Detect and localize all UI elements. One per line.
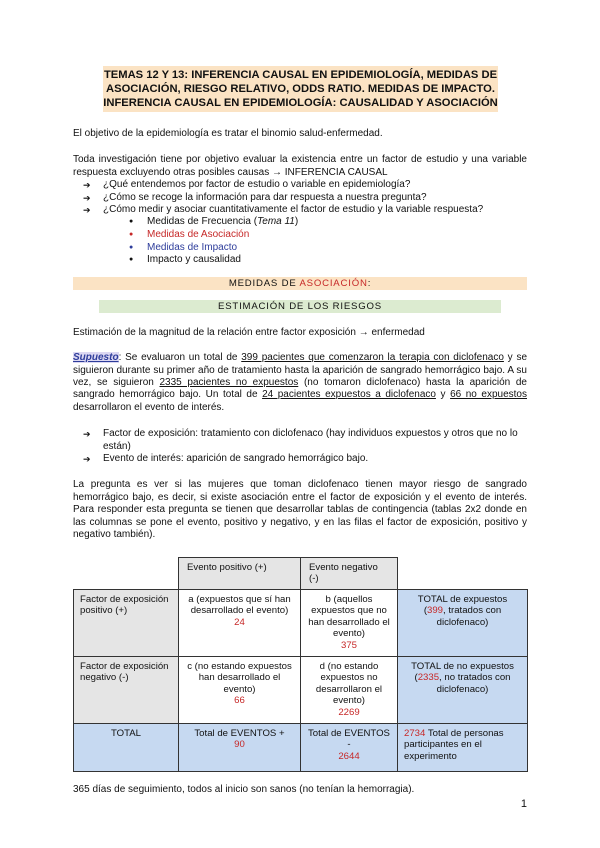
title-line-2: ASOCIACIÓN, RIESGO RELATIVO, ODDS RATIO. MEDIDAS DE IMPACTO.	[106, 83, 495, 95]
table-row	[74, 557, 528, 589]
cell-d-text: d (no estando expuestos no desarrollaron el evento)	[315, 660, 383, 707]
supuesto-text: : Se evaluaron un total de	[118, 352, 242, 364]
page-number: 1	[520, 798, 527, 810]
supuesto-underlined: 24 pacientes expuestos a diclofenaco	[262, 389, 436, 401]
measure-asociacion: ● Medidas de Asociación	[129, 229, 527, 242]
measure-impacto: ● Medidas de Impacto	[129, 242, 527, 255]
subsection-heading-estimacion: ESTIMACIÓN DE LOS RIESGOS	[99, 300, 501, 313]
measure-frecuencia-close: )	[294, 216, 299, 228]
cell-total-eventos-positivos	[179, 723, 301, 771]
question-item: ➔ ¿Cómo medir y asociar cuantitativamente el factor de estudio y la variable respuesta?	[83, 204, 527, 216]
cell-a	[179, 589, 301, 656]
title-line-1: TEMAS 12 Y 13: INFERENCIA CAUSAL EN EPIDEMIOLOGÍA, MEDIDAS DE	[103, 69, 498, 81]
cell-c-value: 66	[234, 695, 245, 707]
header-evento-positivo: Evento positivo (+)	[179, 557, 301, 589]
intro-paragraph: El objetivo de la epidemiología es tratar el binomio salud-enfermedad.	[73, 128, 383, 139]
total-expuestos-label: TOTAL de expuestos	[417, 593, 508, 605]
cell-grand-total	[398, 723, 528, 771]
section-heading-prefix: MEDIDAS DE	[228, 277, 300, 289]
grand-total-label: Total de personas participantes en el experimento	[404, 727, 504, 762]
row-label-expuestos: Factor de exposición positivo (+)	[74, 589, 179, 656]
estimacion-paragraph: Estimación de la magnitud de la relación entre factor exposición → enfermedad	[73, 326, 425, 338]
table-row	[74, 589, 528, 656]
supuesto-paragraph	[73, 352, 527, 414]
section-heading-asociacion	[73, 277, 527, 290]
supuesto-label: Supuesto	[73, 352, 119, 364]
cell-c-text: c (no estando expuestos han desarrollado el evento)	[187, 660, 292, 695]
question-item: ➔ ¿Cómo se recoge la información para dar respuesta a nuestra pregunta?	[83, 192, 527, 204]
table-row	[74, 723, 528, 771]
section-heading-suffix: :	[367, 277, 372, 289]
measure-frecuencia-label: Medidas de Frecuencia (	[147, 216, 258, 228]
cell-b-value: 375	[340, 640, 357, 652]
total-no-expuestos-note: , no tratados con diclofenaco)	[436, 672, 511, 695]
cell-total-expuestos: TOTAL de expuestos (399, tratados con diclofenaco)	[398, 589, 528, 656]
questions-list	[73, 179, 527, 216]
supuesto-underlined: 399 pacientes que comenzaron la terapia con diclofenaco	[241, 352, 504, 364]
factors-list	[73, 428, 527, 465]
cell-a-text: a (expuestos que sí han desarrollado el evento)	[188, 593, 291, 617]
total-expuestos-note: , tratados con diclofenaco)	[436, 605, 502, 628]
total-no-expuestos-label: TOTAL de no expuestos	[411, 660, 514, 672]
grand-total-value: 2734	[404, 727, 426, 739]
table-corner	[74, 557, 179, 589]
followup-paragraph: 365 días de seguimiento, todos al inicio son sanos (no tenían la hemorragia).	[73, 783, 415, 795]
cell-d-value: 2269	[338, 707, 360, 719]
factor-item: ➔ Factor de exposición: tratamiento con diclofenaco (hay individuos expuestos y otros que no lo están)	[83, 428, 527, 453]
contingency-table	[73, 557, 528, 772]
cell-b	[301, 589, 398, 656]
investigation-paragraph: Toda investigación tiene por objetivo evaluar la existencia entre un factor de estudio y una variable respuesta excluyendo otras posibles causas → INFERENCIA CAUSAL	[73, 154, 527, 178]
cell-a-value: 24	[234, 616, 245, 628]
cell-d	[301, 656, 398, 723]
total-eventos-pos-value: 90	[234, 739, 245, 751]
title-line-3: INFERENCIA CAUSAL EN EPIDEMIOLOGÍA: CAUSALIDAD Y ASOCIACIÓN	[103, 97, 498, 109]
measure-frecuencia-tema: Tema 11	[257, 216, 295, 228]
total-eventos-neg-label: Total de EVENTOS -	[308, 727, 390, 751]
total-no-expuestos-value: 2335	[417, 672, 440, 684]
supuesto-text: y	[435, 389, 451, 401]
question-item: ➔ ¿Qué entendemos por factor de estudio o variable en epidemiología?	[83, 179, 527, 191]
measures-list	[73, 216, 527, 266]
supuesto-text: desarrollaron el evento de interés.	[73, 401, 225, 413]
document-title	[103, 66, 498, 112]
measure-frecuencia	[129, 216, 527, 229]
total-eventos-neg-value: 2644	[338, 750, 360, 762]
cell-b-text: b (aquellos expuestos que no han desarrollado el evento)	[308, 593, 390, 640]
table-corner-right	[398, 557, 528, 589]
document-page	[73, 66, 527, 796]
total-expuestos-value: 399	[427, 605, 444, 617]
supuesto-text: y se siguieron durante su primer año de tratamiento hasta la aparición de sangrado hemorrágico bajo. A su vez, se siguieron	[73, 352, 528, 389]
supuesto-text: (no tomaron diclofenaco) hasta la aparición de sangrado hemorrágico bajo. Un total de	[73, 377, 527, 401]
cell-total-no-expuestos: TOTAL de no expuestos (2335, no tratados con diclofenaco)	[398, 656, 528, 723]
row-label-no-expuestos: Factor de exposición negativo (-)	[74, 656, 179, 723]
question-paragraph: La pregunta es ver si las mujeres que toman diclofenaco tienen mayor riesgo de sangrado hemorrágico bajo, es decir, si existe asociación entre el factor de exposición y el evento de interés. Para responder esta pregunta se tienen que desarrollar tablas de contingencia (tablas 2x2 donde en las columnas se pone el evento, positivo y negativo, y en las filas el factor de exposición, positivo y negativo también).	[73, 479, 527, 541]
section-heading-highlight: ASOCIACIÓN	[299, 277, 368, 289]
factor-item: ➔ Evento de interés: aparición de sangrado hemorrágico bajo.	[83, 453, 527, 465]
row-label-total: TOTAL	[74, 723, 179, 771]
total-eventos-pos-label: Total de EVENTOS +	[194, 727, 285, 739]
supuesto-underlined: 66 no expuestos	[450, 389, 527, 401]
table-row	[74, 656, 528, 723]
header-evento-negativo: Evento negativo (-)	[301, 557, 398, 589]
cell-c	[179, 656, 301, 723]
supuesto-underlined: 2335 pacientes no expuestos	[159, 377, 299, 389]
measure-causalidad: ● Impacto y causalidad	[129, 254, 527, 267]
cell-total-eventos-negativos	[301, 723, 398, 771]
